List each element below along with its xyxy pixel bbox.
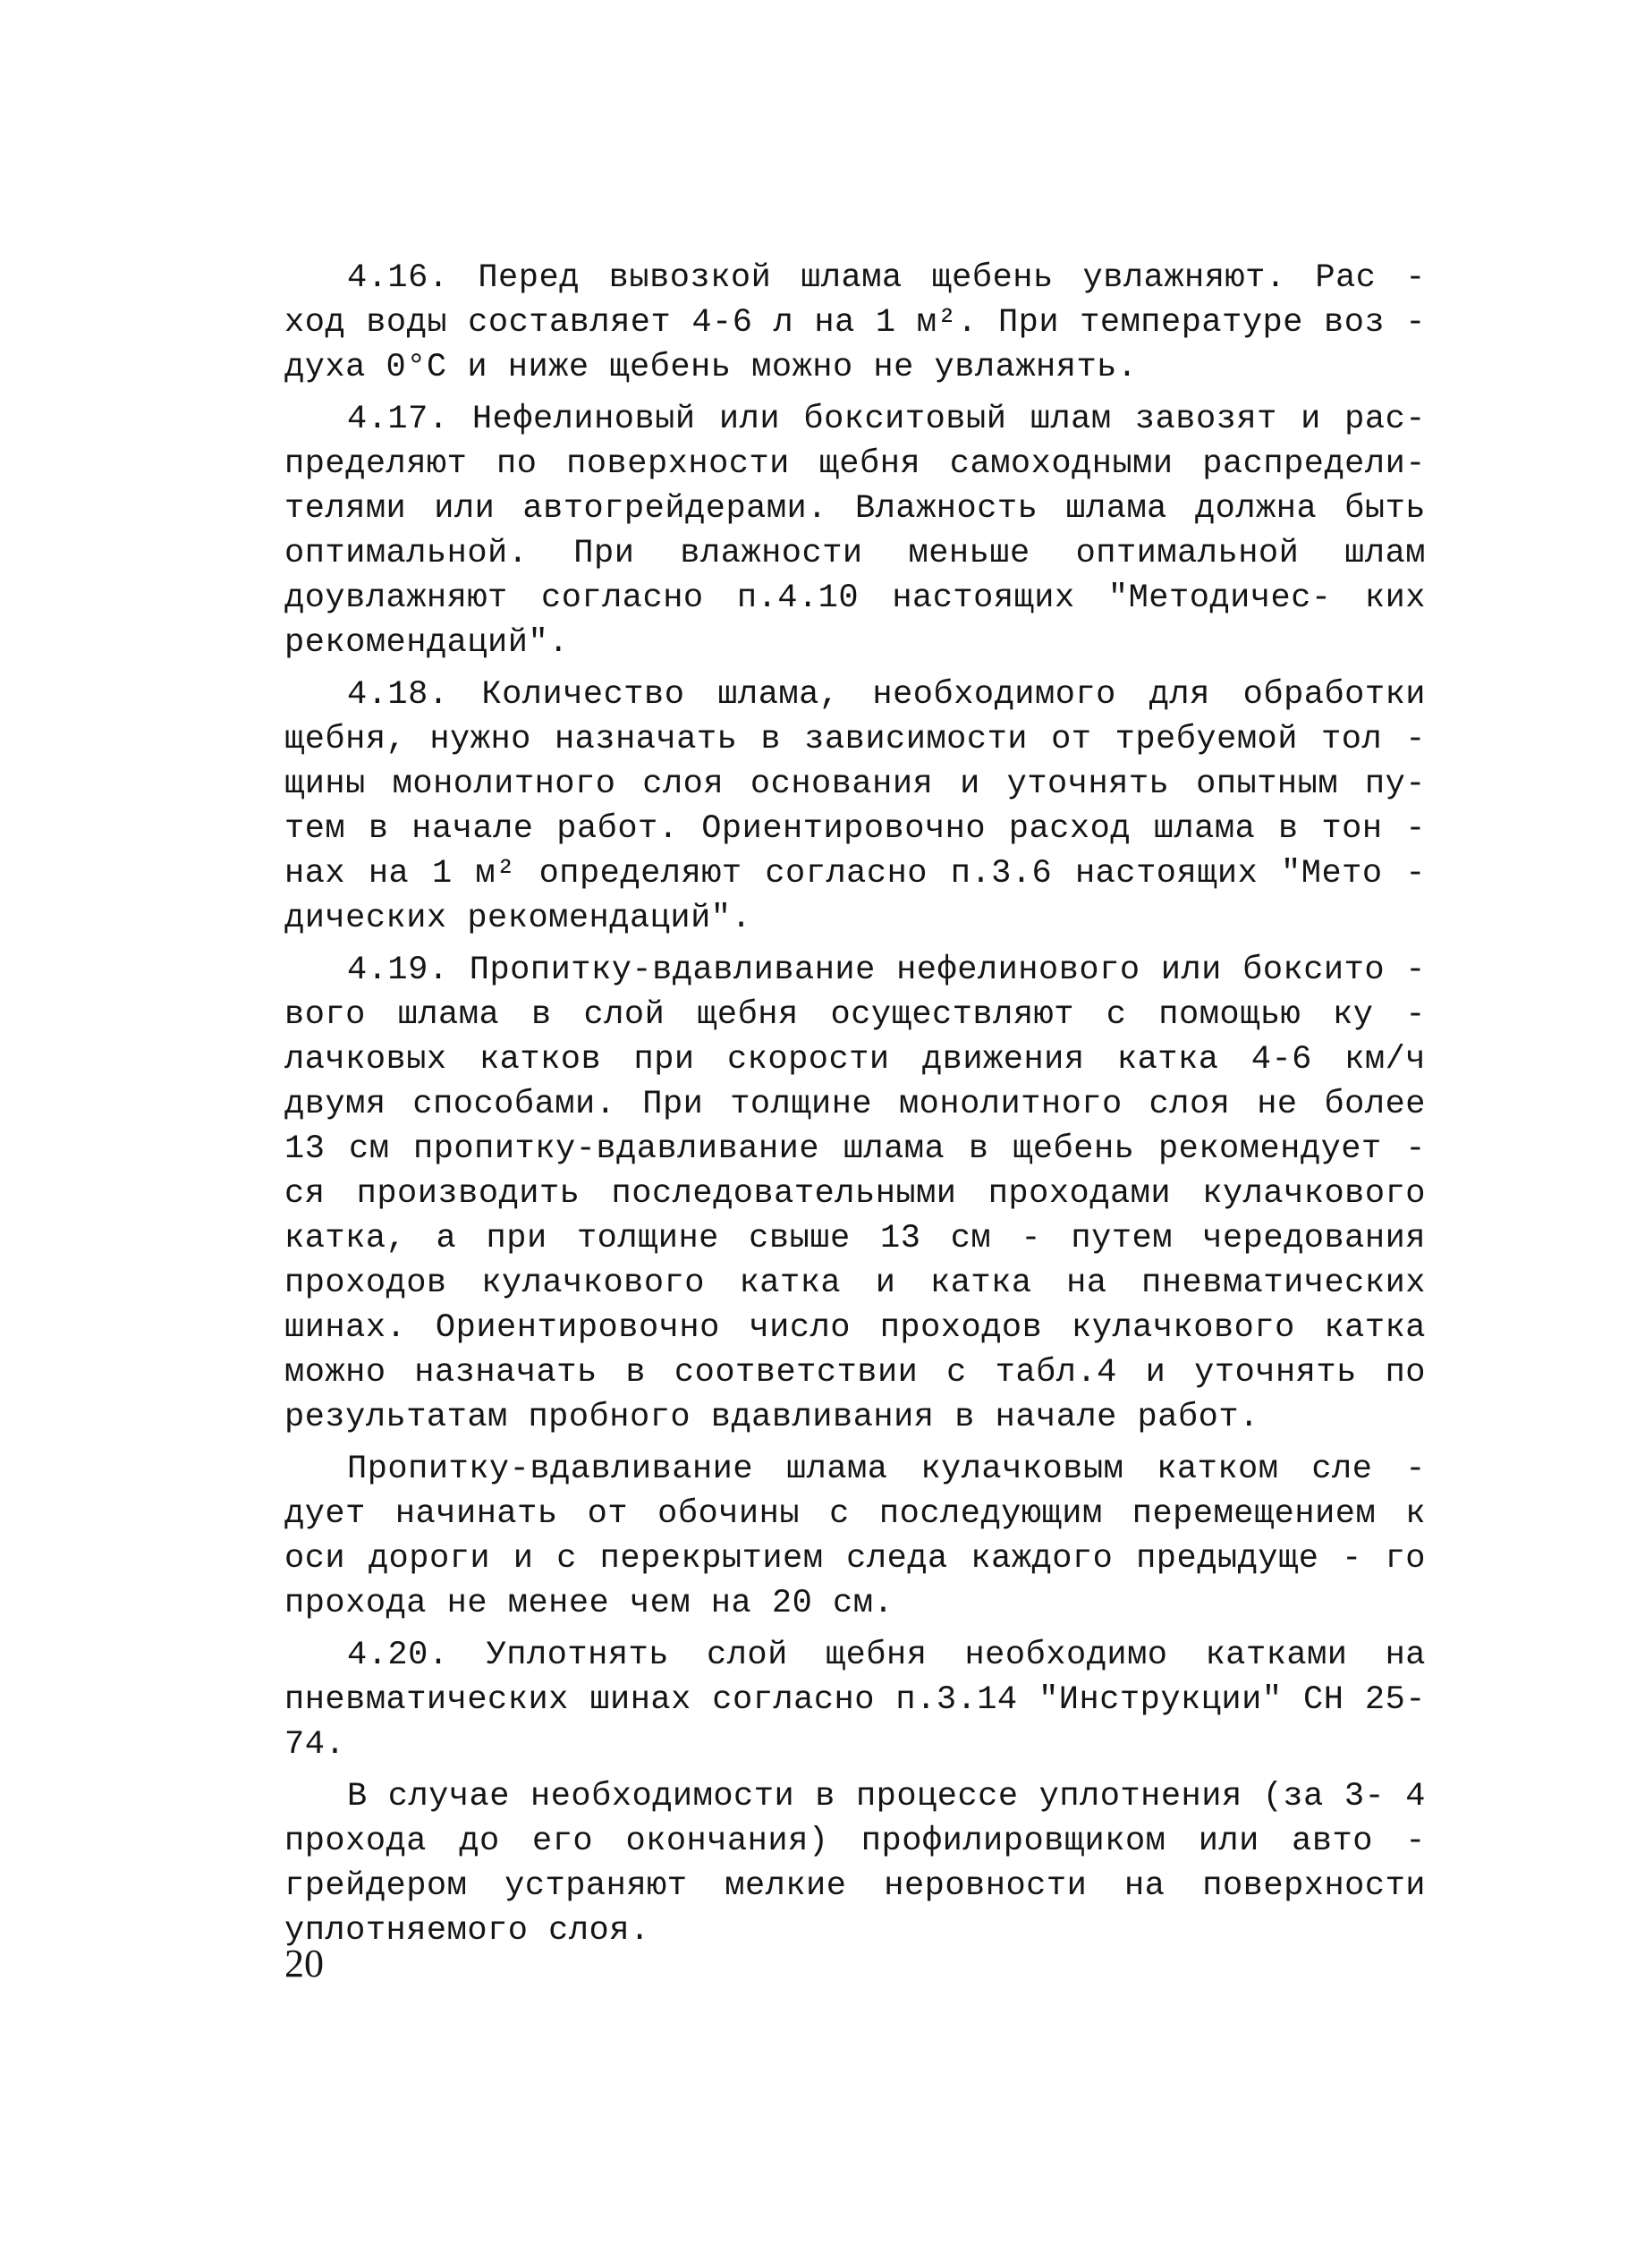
paragraph-4-17: 4.17. Нефелиновый или бокситовый шлам завозят и рас- пределяют по поверхности щебня самоходными распредели- телями или автогрейдерами. Влажность шлама должна быть оптимальной. При влажности меньше оптимальной шлам доувлажняют согласно п.4.10 настоящих "Методичес- ких рекомендаций". — [284, 401, 1426, 662]
paragraph-4-19: 4.19. Пропитку-вдавливание нефелинового или боксито - вого шлама в слой щебня осуществляют с помощью ку - лачковых катков при скорости движения катка 4-6 км/ч двумя способами. При толщине монолитного слоя не более 13 см пропитку-вдавливание шлама в щебень рекомендует - ся производить последовательными проходами кулачкового катка, а при толщине свыше 13 см - путем чередования проходов кулачкового катка и катка на пневматических шинах. Ориентировочно число проходов кулачкового катка можно назначать в соответствии с табл.4 и уточнять по результатам пробного вдавливания в начале работ. — [284, 952, 1426, 1436]
paragraph-4-18: 4.18. Количество шлама, необходимого для обработки щебня, нужно назначать в зависимости от требуемой тол - щины монолитного слоя основания и уточнять опытным пу- тем в начале работ. Ориентировочно расход шлама в тон - нах на 1 м² определяют согласно п.3.6 настоящих "Мето - дических рекомендаций". — [284, 676, 1426, 937]
page-number: 20 — [284, 1942, 324, 1985]
paragraph-4-20: 4.20. Уплотнять слой щебня необходимо катками на пневматических шинах согласно п.3.14 "Инструкции" СН 25-74. — [284, 1637, 1426, 1764]
paragraph-4-20-continuation: В случае необходимости в процессе уплотнения (за 3- 4 прохода до его окончания) профилировщиком или авто - грейдером устраняют мелкие неровности на поверхности уплотняемого слоя. — [284, 1778, 1426, 1950]
paragraph-4-19-continuation: Пропитку-вдавливание шлама кулачковым катком сле - дует начинать от обочины с последующим перемещением к оси дороги и с перекрытием следа каждого предыдуще - го прохода не менее чем на 20 см. — [284, 1451, 1426, 1622]
document-body — [284, 256, 1426, 1960]
paragraph-4-16: 4.16. Перед вывозкой шлама щебень увлажняют. Рас - ход воды составляет 4-6 л на 1 м². При температуре воз - духа 0°С и ниже щебень можно не увлажнять. — [284, 259, 1426, 386]
